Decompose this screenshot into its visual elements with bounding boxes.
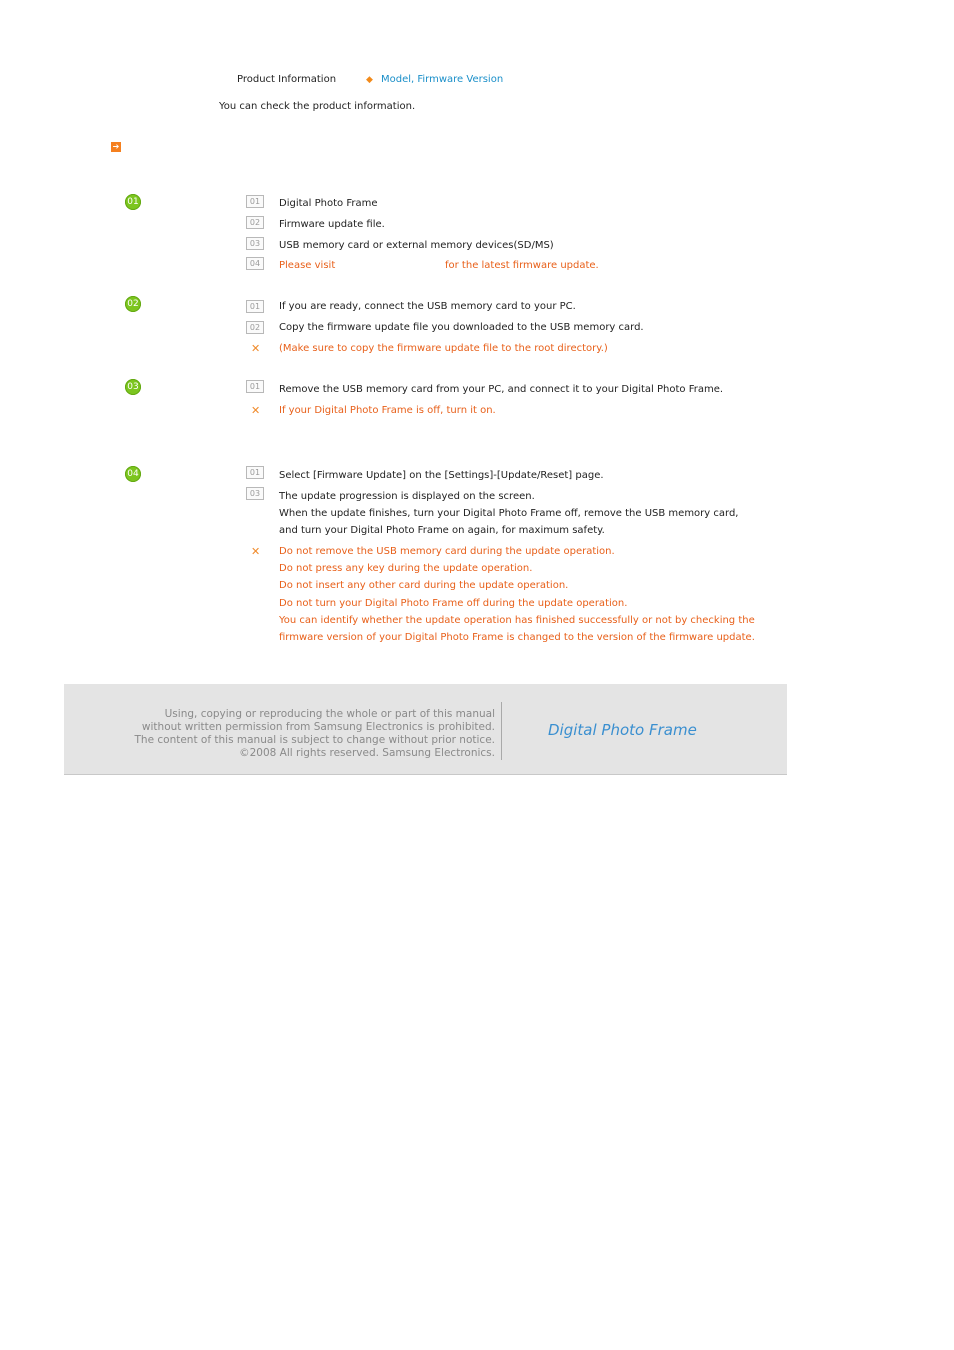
note-text: Do not remove the USB memory card during the update operation.: [279, 546, 615, 557]
copyright-line: without written permission from Samsung Electronics is prohibited.: [141, 721, 495, 733]
footer-panel: [64, 684, 787, 775]
brand-logo: Digital Photo Frame: [548, 721, 697, 739]
sub-number-box: 04: [246, 257, 264, 270]
sub-number-box: 02: [246, 216, 264, 229]
visit-text: Please visit: [279, 260, 336, 271]
step-item-text: If you are ready, connect the USB memory card to your PC.: [279, 301, 576, 312]
intro-text: You can check the product information.: [219, 101, 416, 112]
note-x-icon: ✕: [251, 404, 261, 417]
sub-number-box: 02: [246, 321, 264, 334]
copyright-line: The content of this manual is subject to change without prior notice.: [134, 734, 495, 746]
note-x-icon: ✕: [251, 545, 261, 558]
step-item-text: Digital Photo Frame: [279, 198, 378, 209]
visit-text-suffix: for the latest firmware update.: [445, 260, 599, 271]
sub-number-box: 03: [246, 487, 264, 500]
note-text: If your Digital Photo Frame is off, turn it on.: [279, 405, 496, 416]
arrow-right-icon: ➔: [112, 142, 120, 151]
step-item-text: Select [Firmware Update] on the [Settings]-[Update/Reset] page.: [279, 470, 604, 481]
diamond-bullet-icon: ◆: [366, 75, 373, 85]
copyright-line: ©2008 All rights reserved. Samsung Electronics.: [239, 747, 495, 759]
step-item-text: Firmware update file.: [279, 219, 385, 230]
sub-number-box: 01: [246, 195, 264, 208]
step-item-text: and turn your Digital Photo Frame on again, for maximum safety.: [279, 525, 605, 536]
note-text: (Make sure to copy the firmware update file to the root directory.): [279, 343, 608, 354]
sub-number-box: 01: [246, 466, 264, 479]
step-badge-02: 02: [125, 296, 141, 312]
copyright-notice: [135, 708, 495, 760]
subsection-link[interactable]: Model, Firmware Version: [381, 74, 504, 85]
note-text: Do not turn your Digital Photo Frame off during the update operation.: [279, 598, 628, 609]
note-text: You can identify whether the update operation has finished successfully or not by checking the: [279, 615, 755, 626]
step-badge-04: 04: [125, 466, 141, 482]
note-text: Do not press any key during the update operation.: [279, 563, 533, 574]
note-text: Do not insert any other card during the update operation.: [279, 580, 569, 591]
sub-number-box: 01: [246, 300, 264, 313]
step-item-text: When the update finishes, turn your Digital Photo Frame off, remove the USB memory card,: [279, 508, 739, 519]
note-x-icon: ✕: [251, 342, 261, 355]
copyright-line: Using, copying or reproducing the whole or part of this manual: [164, 708, 495, 720]
sub-number-box: 01: [246, 380, 264, 393]
step-badge-01: 01: [125, 194, 141, 210]
step-item-text: The update progression is displayed on the screen.: [279, 491, 535, 502]
step-item-text: Remove the USB memory card from your PC, and connect it to your Digital Photo Frame.: [279, 384, 724, 395]
section-title: Product Information: [237, 74, 337, 85]
step-item-text: Copy the firmware update file you downloaded to the USB memory card.: [279, 322, 644, 333]
step-item-text: USB memory card or external memory devices(SD/MS): [279, 240, 554, 251]
step-badge-03: 03: [125, 379, 141, 395]
footer-divider: [501, 702, 502, 760]
sub-number-box: 03: [246, 237, 264, 250]
note-text: firmware version of your Digital Photo Frame is changed to the version of the firmware update.: [279, 632, 755, 643]
